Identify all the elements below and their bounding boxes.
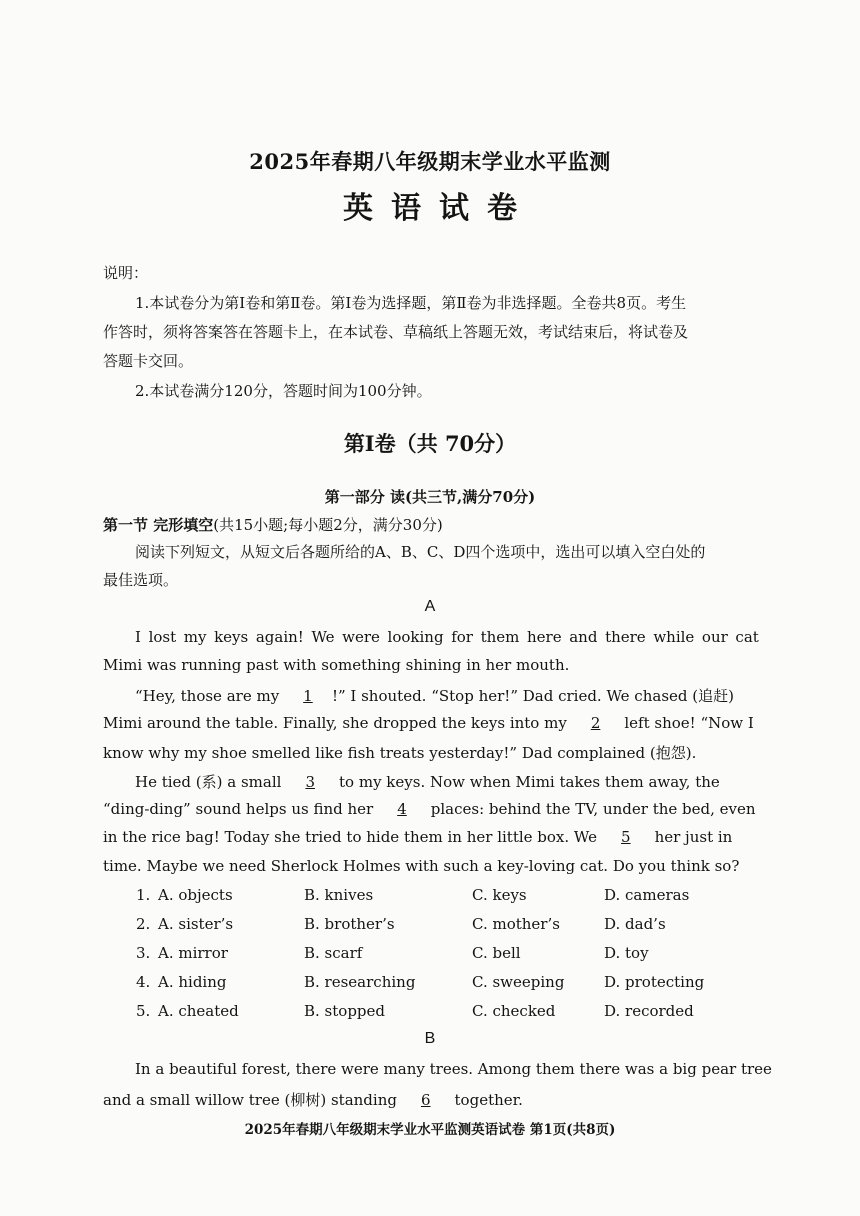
option-c: C. checked bbox=[472, 1002, 556, 1020]
passage-a-line-5: know why my shoe smelled like fish treats yesterday!” Dad complained (抱怨). bbox=[103, 744, 697, 762]
option-c: C. mother’s bbox=[472, 915, 560, 933]
option-b: B. stopped bbox=[304, 1002, 385, 1020]
instructions-label: 说明： bbox=[103, 264, 149, 282]
blank-4: 4 bbox=[397, 800, 407, 818]
instruction-1-line-3: 答题卡交回。 bbox=[103, 352, 194, 370]
option-a: A. hiding bbox=[158, 973, 227, 991]
subject-title: 英语试卷 bbox=[343, 191, 535, 226]
instruction-1-line-2: 作答时，须将答案答在答题卡上，在本试卷、草稿纸上答题无效，考试结束后，将试卷及 bbox=[103, 323, 689, 341]
volume-heading: 第Ⅰ卷（共 70分） bbox=[343, 431, 517, 456]
option-c: C. sweeping bbox=[472, 973, 565, 991]
option-b: B. researching bbox=[304, 973, 416, 991]
part-heading: 第一部分 读(共三节,满分70分) bbox=[324, 488, 536, 506]
passage-a-word: looking bbox=[387, 628, 444, 646]
option-d: D. toy bbox=[604, 944, 649, 962]
passage-a-word: and bbox=[569, 628, 598, 646]
section-title: 第一节 完形填空 bbox=[103, 516, 214, 534]
option-a: A. sister’s bbox=[158, 915, 234, 933]
direction-line-2: 最佳选项。 bbox=[103, 571, 179, 589]
option-d: D. protecting bbox=[604, 973, 705, 991]
blank-2: 2 bbox=[590, 714, 601, 732]
blank-5: 5 bbox=[621, 828, 631, 846]
question-number: 3. bbox=[136, 944, 151, 962]
passage-a-word: for bbox=[451, 628, 473, 646]
passage-b-line-1: In a beautiful forest, there were many trees. Among them there was a big pear tree bbox=[135, 1060, 772, 1078]
option-b: B. brother’s bbox=[304, 915, 395, 933]
option-b: B. scarf bbox=[304, 944, 363, 962]
option-a: A. objects bbox=[158, 886, 233, 904]
section-heading bbox=[103, 514, 443, 535]
option-d: D. cameras bbox=[604, 886, 690, 904]
passage-b-line-2: and a small willow tree (柳树) standing 6 together. bbox=[103, 1091, 523, 1109]
blank-3: 3 bbox=[305, 773, 315, 791]
exam-title: 2025年春期八年级期末学业水平监测 bbox=[249, 149, 611, 174]
passage-a-word: lost bbox=[148, 628, 177, 646]
passage-a-line-2: Mimi was running past with something shining in her mouth. bbox=[103, 656, 570, 674]
passage-a-word: cat bbox=[735, 628, 759, 646]
option-c: C. keys bbox=[472, 886, 527, 904]
passage-a-line-6: He tied (系) a small 3 to my keys. Now when Mimi takes them away, the bbox=[135, 773, 720, 791]
passage-b-label: B bbox=[424, 1030, 436, 1047]
option-a: A. cheated bbox=[158, 1002, 239, 1020]
passage-a-word: my bbox=[183, 628, 207, 646]
passage-a-line-1 bbox=[135, 628, 759, 646]
passage-a-line-3: “Hey, those are my 1 !” I shouted. “Stop her!” Dad cried. We chased (追赶) bbox=[135, 687, 734, 705]
instruction-2: 2.本试卷满分120分，答题时间为100分钟。 bbox=[135, 382, 432, 400]
option-d: D. recorded bbox=[604, 1002, 694, 1020]
passage-a-word: while bbox=[653, 628, 695, 646]
page-footer: 2025年春期八年级期末学业水平监测英语试卷 第1页(共8页) bbox=[244, 1122, 616, 1138]
option-b: B. knives bbox=[304, 886, 374, 904]
passage-a-word: there bbox=[605, 628, 646, 646]
question-number: 1. bbox=[136, 886, 151, 904]
passage-a-word: our bbox=[701, 628, 728, 646]
blank-6: 6 bbox=[420, 1091, 431, 1109]
passage-a-line-9: time. Maybe we need Sherlock Holmes with such a key-loving cat. Do you think so? bbox=[103, 857, 740, 875]
option-a: A. mirror bbox=[158, 944, 228, 962]
passage-a-word: again! bbox=[255, 628, 304, 646]
option-d: D. dad’s bbox=[604, 915, 666, 933]
passage-a-word: I bbox=[135, 628, 141, 646]
passage-a-line-7: “ding-ding” sound helps us find her 4 places: behind the TV, under the bed, even bbox=[103, 800, 756, 818]
instruction-1-line-1: 1.本试卷分为第Ⅰ卷和第Ⅱ卷。第Ⅰ卷为选择题，第Ⅱ卷为非选择题。全卷共8页。考生 bbox=[135, 294, 687, 312]
passage-a-word: We bbox=[311, 628, 335, 646]
passage-a-word: were bbox=[342, 628, 380, 646]
passage-a-word: here bbox=[527, 628, 562, 646]
direction-line-1: 阅读下列短文，从短文后各题所给的A、B、C、D四个选项中，选出可以填入空白处的 bbox=[135, 543, 706, 561]
option-c: C. bell bbox=[472, 944, 521, 962]
passage-a-word: keys bbox=[214, 628, 249, 646]
passage-a-line-4: Mimi around the table. Finally, she dropped the keys into my 2 left shoe! “Now I bbox=[103, 714, 754, 732]
question-number: 4. bbox=[136, 973, 151, 991]
section-detail: (共15小题;每小题2分，满分30分) bbox=[213, 516, 443, 534]
question-number: 5. bbox=[136, 1002, 151, 1020]
passage-a-label: A bbox=[424, 598, 436, 615]
blank-1: 1 bbox=[303, 687, 313, 705]
passage-a-word: them bbox=[480, 628, 520, 646]
passage-a-line-8: in the rice bag! Today she tried to hide them in her little box. We 5 her just in bbox=[103, 828, 733, 846]
question-number: 2. bbox=[136, 915, 151, 933]
